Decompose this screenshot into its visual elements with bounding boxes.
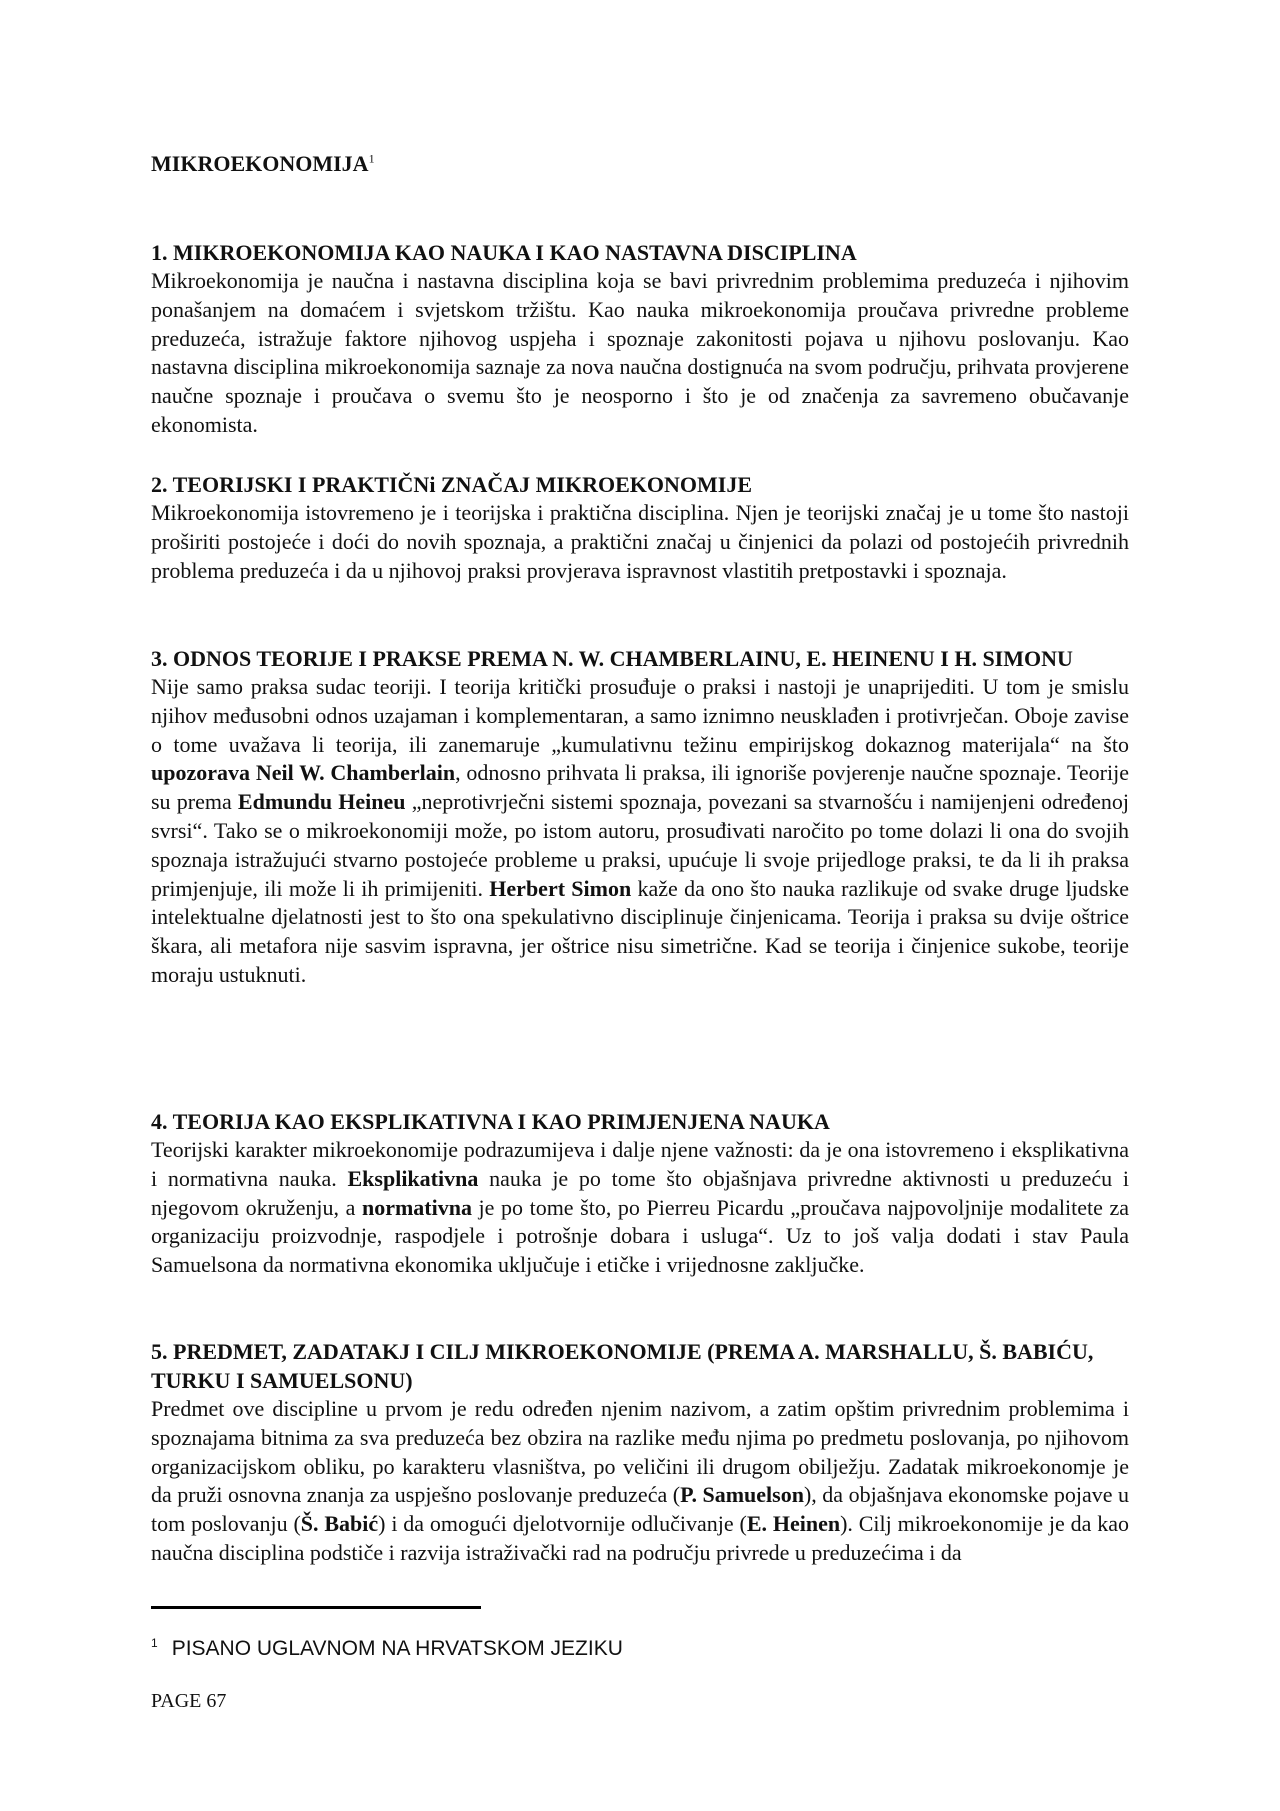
section-1: [151, 238, 1129, 440]
footnote-separator: [151, 1606, 481, 1609]
bold-term: Eksplikativna: [347, 1165, 479, 1191]
section-5: [151, 1337, 1129, 1568]
section-4: [151, 1107, 1129, 1280]
section-heading: 2. TEORIJSKI I PRAKTIČNi ZNAČAJ MIKROEKONOMIJE: [151, 472, 752, 497]
bold-term: normativna: [361, 1194, 472, 1220]
bold-name: Edmundu Heineu: [237, 789, 406, 815]
section-heading: 1. MIKROEKONOMIJA KAO NAUKA I KAO NASTAVNA DISCIPLINA: [151, 240, 857, 265]
section-paragraph: Predmet ove discipline u prvom je redu određen njenim nazivom, a zatim opštim privrednim problemima i spoznajama bitnima za sva preduzeća bez obzira na razlike među njima po predmetu poslovanja, po njihovom organizacijskom obliku, po karakteru vlasništva, po veličini ili drugom obilježju. Zadatak mikroekonomje je da pruži osnovna znanja za uspješno poslovanje preduzeća (P. Samuelson), da objašnjava ekonomske pojave u tom poslovanju (Š. Babić) i da omogući djelotvornije odlučivanje (E. Heinen). Cilj mikroekonomije je da kao naučna disciplina podstiče i razvija istraživački rad na području privrede u preduzećima i da: [151, 1396, 1130, 1565]
section-heading: 5. PREDMET, ZADATAKJ I CILJ MIKROEKONOMIJE (PREMA A. MARSHALLU, Š. BABIĆU, TURKU I SAMUELSONU): [151, 1339, 1094, 1393]
section-2: [151, 470, 1129, 585]
section-heading: 4. TEORIJA KAO EKSPLIKATIVNA I KAO PRIMJENJENA NAUKA: [151, 1109, 830, 1134]
document-title: [151, 151, 375, 177]
bold-name: Š. Babić: [300, 1511, 379, 1537]
footnote-reference[interactable]: 1: [368, 151, 375, 166]
bold-name: upozorava Neil W. Chamberlain: [151, 760, 456, 786]
footnote-mark: 1: [151, 1636, 158, 1650]
page-number: PAGE 67: [151, 1690, 227, 1712]
section-paragraph: Teorijski karakter mikroekonomije podrazumijeva i dalje njene važnosti: da je ona istovremeno i eksplikativna i normativna nauka. Eksplikativna nauka je po tome što objašnjava privredne aktivnosti u preduzeću i njegovom okruženju, a normativna je po tome što, po Pierreu Picardu „proučava najpovoljnije modalitete za organizaciju proizvodnje, raspodjele i potrošnje dobara i usluga“. Uz to još valja dodati i stav Paula Samuelsona da normativna ekonomika uključuje i etičke i vrijednosne zaključke.: [151, 1137, 1129, 1278]
section-paragraph: Nije samo praksa sudac teoriji. I teorija kritički prosuđuje o praksi i nastoji je unaprijediti. U tom je smislu njihov međusobni odnos uzajaman i komplementaran, a samo iznimno neusklađen i protivrječan. Oboje zavise o tome uvažava li teorija, ili zanemaruje „kumulativnu težinu empirijskog dokaznog materijala“ na što upozorava Neil W. Chamberlain, odnosno prihvata li praksa, ili ignoriše povjerenje naučne spoznaje. Teorije su prema Edmundu Heineu „neprotivrječni sistemi spoznaja, povezani sa stvarnošću i namijenjeni određenoj svrsi“. Tako se o mikroekonomiji može, po istom autoru, prosuđivati naročito po tome dolazi li ona do svojih spoznaja istražujući stvarno postojeće probleme u praksi, upućuje li svoje prijedloge praksi, te da li ih praksa primjenjuje, ili može li ih primijeniti. Herbert Simon kaže da ono što nauka razlikuje od svake druge ljudske intelektualne djelatnosti jest to što ona spekulativno disciplinuje činjenicama. Teorija i praksa su dvije oštrice škara, ali metafora nije sasvim ispravna, jer oštrice nisu simetrične. Kad se teorija i činjenice sukobe, teorije moraju ustuknuti.: [151, 674, 1130, 987]
title-text: MIKROEKONOMIJA: [151, 151, 369, 176]
section-paragraph: Mikroekonomija je naučna i nastavna disciplina koja se bavi privrednim problemima preduzeća i njihovim ponašanjem na domaćem i svjetskom tržištu. Kao nauka mikroekonomija proučava privredne probleme preduzeća, istražuje faktore njihovog uspjeha i spoznaje zakonitosti pojava u njihovu poslovanju. Kao nastavna disciplina mikroekonomija saznaje za nova naučna dostignuća na svom području, prihvata provjerene naučne spoznaje i proučava o svemu što je neosporno i što je od značenja za savremeno obučavanje ekonomista.: [151, 268, 1129, 437]
bold-name: Herbert Simon: [489, 875, 632, 901]
bold-name: E. Heinen: [746, 1511, 841, 1537]
section-3: [151, 644, 1129, 990]
section-heading: 3. ODNOS TEORIJE I PRAKSE PREMA N. W. CHAMBERLAINU, E. HEINENU I H. SIMONU: [151, 646, 1073, 671]
footnote-text: PISANO UGLAVNOM NA HRVATSKOM JEZIKU: [171, 1637, 623, 1660]
footnote: [151, 1636, 623, 1661]
bold-name: P. Samuelson: [680, 1482, 804, 1508]
document-page: [151, 0, 1129, 1811]
section-paragraph: Mikroekonomija istovremeno je i teorijska i praktična disciplina. Njen je teorijski značaj je u tome što nastoji proširiti postojeće i doći do novih spoznaja, a praktični značaj u činjenici da polazi od postojećih privrednih problema preduzeća i da u njihovoj praksi provjerava ispravnost vlastitih pretpostavki i spoznaja.: [151, 500, 1129, 583]
